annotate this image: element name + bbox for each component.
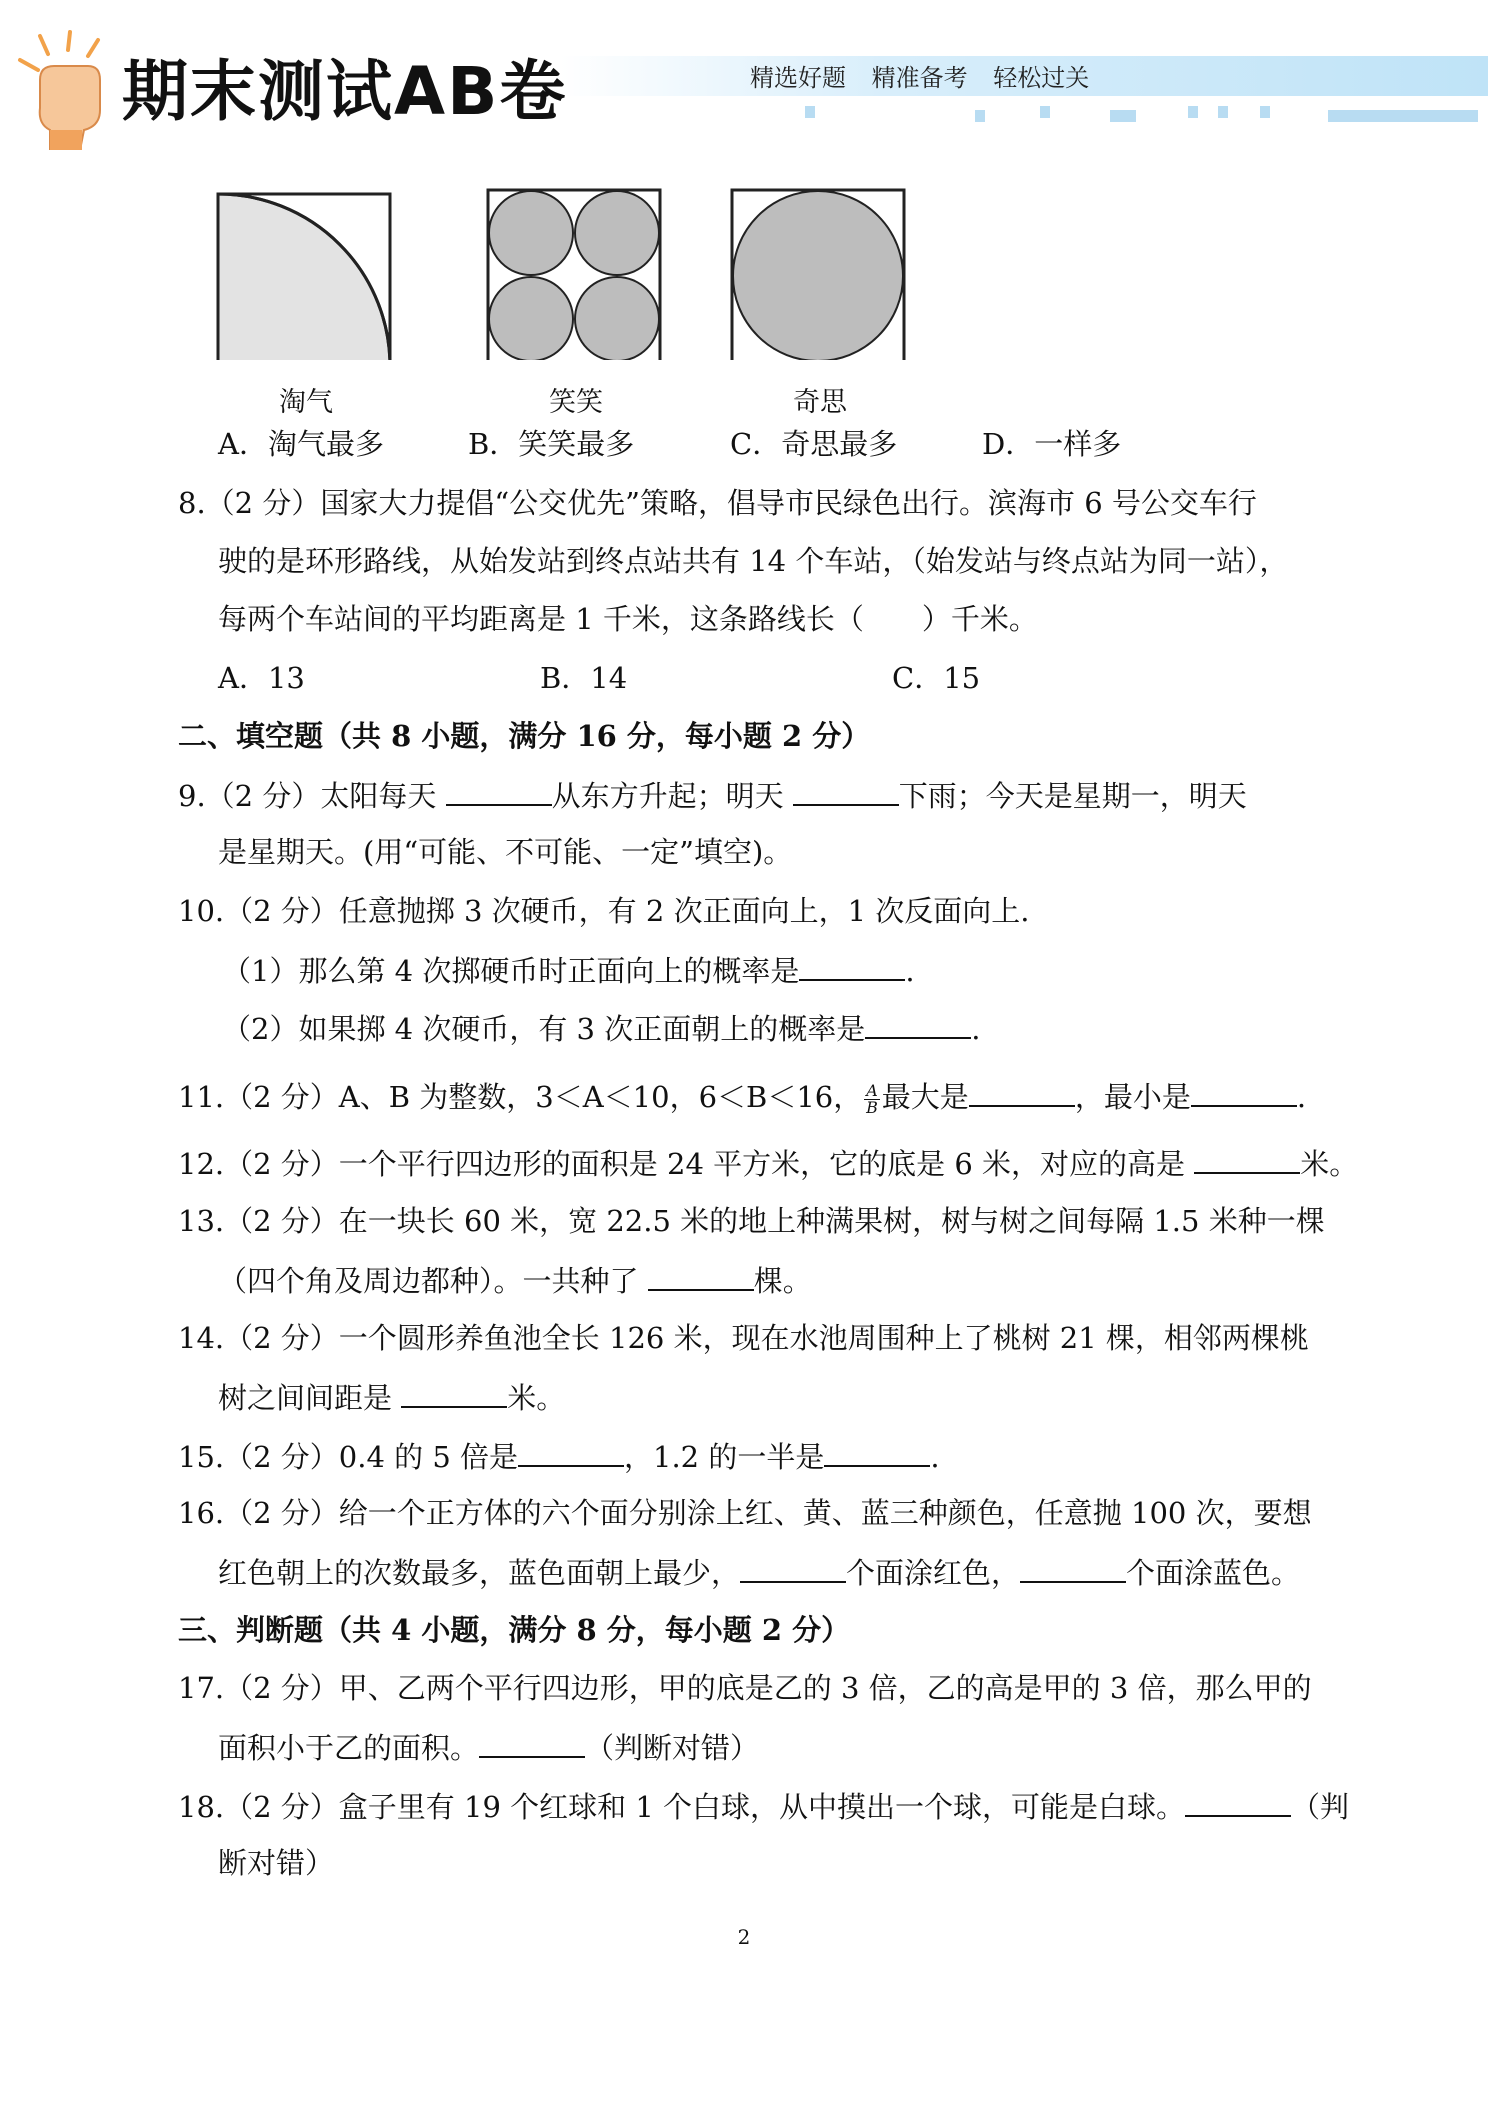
q14-text: 米。	[507, 1381, 566, 1415]
figure-label: 奇思	[793, 387, 847, 418]
q8-options	[218, 658, 980, 698]
q16-text: 个面涂蓝色。	[1126, 1556, 1301, 1590]
q11-text: ，最小是	[1074, 1080, 1191, 1114]
decor-bar	[1188, 106, 1198, 118]
q7-option-b[interactable]: B．笑笑最多	[468, 427, 635, 461]
q11-line	[178, 1075, 1306, 1117]
q15-end: .	[930, 1440, 940, 1474]
q7-option-c[interactable]: C．奇思最多	[730, 427, 898, 461]
q13-line	[218, 1259, 812, 1301]
decor-bar	[1260, 106, 1270, 118]
header-title: 期末测试AB卷	[122, 53, 568, 130]
answer-blank[interactable]	[1020, 1551, 1126, 1583]
q11-text: 11.（2 分）	[178, 1080, 339, 1114]
q9-line	[178, 774, 1247, 816]
figure-row	[0, 180, 1488, 420]
quarter-circle-in-square-icon	[216, 180, 396, 360]
q17-line: 17.（2 分）甲、乙两个平行四边形，甲的底是乙的 3 倍，乙的高是甲的 3 倍，那么甲的	[178, 1671, 1312, 1705]
q10-text: （1）那么第 4 次掷硬币时正面向上的概率是	[222, 954, 800, 988]
q12-text: 12.（2 分）一个平行四边形的面积是 24 平方米，它的底是 6 米，对应的高是	[178, 1147, 1195, 1181]
q10-line: 10.（2 分）任意抛掷 3 次硬币，有 2 次正面向上，1 次反面向上.	[178, 894, 1030, 928]
decor-bar	[1328, 110, 1478, 122]
q17-text: 面积小于乙的面积。	[218, 1731, 480, 1765]
q15-text: ，1.2 的一半是	[624, 1440, 825, 1474]
q7-options	[218, 424, 1121, 464]
answer-blank[interactable]	[1185, 1785, 1291, 1817]
page-number: 2	[737, 1925, 751, 1949]
q13-line: 13.（2 分）在一块长 60 米，宽 22.5 米的地上种满果树，树与树之间每隔 1.5 米种一棵	[178, 1204, 1325, 1238]
answer-blank[interactable]	[793, 774, 899, 806]
q16-line: 16.（2 分）给一个正方体的六个面分别涂上红、黄、蓝三种颜色，任意抛 100 次，要想	[178, 1496, 1312, 1530]
q8-option-c[interactable]: C．15	[892, 661, 981, 695]
q15-line	[178, 1435, 940, 1477]
circle-in-square-icon	[730, 180, 910, 360]
answer-blank[interactable]	[969, 1075, 1075, 1107]
fraction-numerator: A	[866, 1080, 878, 1100]
q13-text: （四个角及周边都种）。一共种了	[218, 1264, 648, 1298]
q18-text: （判	[1291, 1790, 1350, 1824]
decor-bar	[975, 110, 985, 122]
q16-text: 红色朝上的次数最多，蓝色面朝上最少，	[218, 1556, 741, 1590]
answer-blank[interactable]	[1191, 1075, 1297, 1107]
answer-blank[interactable]	[824, 1435, 930, 1467]
figure-label: 笑笑	[549, 387, 603, 418]
header-slogan: 精选好题 精准备考 轻松过关	[750, 64, 1090, 92]
answer-blank[interactable]	[799, 949, 905, 981]
q14-text: 树之间间距是	[218, 1381, 402, 1415]
q18-line	[178, 1785, 1349, 1827]
q16-text: 个面涂红色，	[846, 1556, 1021, 1590]
q8-option-a[interactable]: A．13	[218, 661, 305, 695]
page-header	[0, 0, 1488, 150]
four-circles-in-square-icon	[486, 180, 666, 360]
answer-blank[interactable]	[865, 1007, 971, 1039]
q7-option-a[interactable]: A．淘气最多	[218, 427, 384, 461]
q9-line: 是星期天。(用“可能、不可能、一定”填空)。	[218, 835, 793, 869]
answer-blank[interactable]	[1194, 1142, 1300, 1174]
q10-end: .	[905, 954, 915, 988]
q10-text: （2）如果掷 4 次硬币，有 3 次正面朝上的概率是	[222, 1012, 866, 1046]
fist-logo-icon	[10, 30, 120, 150]
decor-bar	[805, 106, 815, 118]
q18-text: 18.（2 分）盒子里有 19 个红球和 1 个白球，从中摸出一个球，可能是白球。	[178, 1790, 1186, 1824]
q12-text: 米。	[1300, 1147, 1359, 1181]
fraction	[864, 1080, 880, 1117]
q18-line: 断对错）	[218, 1846, 335, 1880]
figure-label: 淘气	[279, 387, 333, 418]
q11-end: .	[1296, 1080, 1307, 1114]
q9-text: 下雨；今天是星期一，明天	[898, 779, 1247, 813]
section-heading: 三、判断题（共 4 小题，满分 8 分，每小题 2 分）	[178, 1613, 851, 1647]
q13-text: 棵。	[753, 1264, 812, 1298]
answer-blank[interactable]	[401, 1376, 507, 1408]
q8-line: 每两个车站间的平均距离是 1 千米，这条路线长（ ）千米。	[218, 602, 1038, 636]
answer-blank[interactable]	[648, 1259, 754, 1291]
q10-sub-line	[222, 949, 915, 991]
answer-blank[interactable]	[518, 1435, 624, 1467]
fraction-denominator: B	[866, 1097, 878, 1117]
q14-line: 14.（2 分）一个圆形养鱼池全长 126 米，现在水池周围种上了桃树 21 棵，相邻两棵桃	[178, 1321, 1309, 1355]
q8-line: 8.（2 分）国家大力提倡“公交优先”策略，倡导市民绿色出行。滨海市 6 号公交车行	[178, 486, 1257, 520]
answer-blank[interactable]	[479, 1726, 585, 1758]
q9-text: 9.（2 分）太阳每天	[178, 779, 446, 813]
q14-line	[218, 1376, 565, 1418]
q12-line	[178, 1142, 1358, 1184]
decor-bar	[1218, 106, 1228, 118]
q7-option-d[interactable]: D．一样多	[982, 427, 1122, 461]
q11-text: A、B 为整数，3＜A＜10，6＜B＜16，	[338, 1080, 863, 1114]
q15-text: 15.（2 分）0.4 的 5 倍是	[178, 1440, 519, 1474]
q8-line: 驶的是环形路线，从始发站到终点站共有 14 个车站，（始发站与终点站为同一站），	[218, 544, 1289, 578]
q17-line	[218, 1726, 759, 1768]
answer-blank[interactable]	[446, 774, 552, 806]
section-heading: 二、填空题（共 8 小题，满分 16 分，每小题 2 分）	[178, 719, 871, 753]
answer-blank[interactable]	[740, 1551, 846, 1583]
decor-bar	[1110, 110, 1136, 122]
q9-text: 从东方升起；明天	[551, 779, 793, 813]
q16-line	[218, 1551, 1300, 1593]
q10-sub-line	[222, 1007, 980, 1049]
q11-text: 最大是	[881, 1080, 969, 1114]
decor-bar	[1040, 106, 1050, 118]
q10-end: .	[971, 1012, 981, 1046]
q17-text: （判断对错）	[585, 1731, 760, 1765]
q8-option-b[interactable]: B．14	[540, 661, 628, 695]
